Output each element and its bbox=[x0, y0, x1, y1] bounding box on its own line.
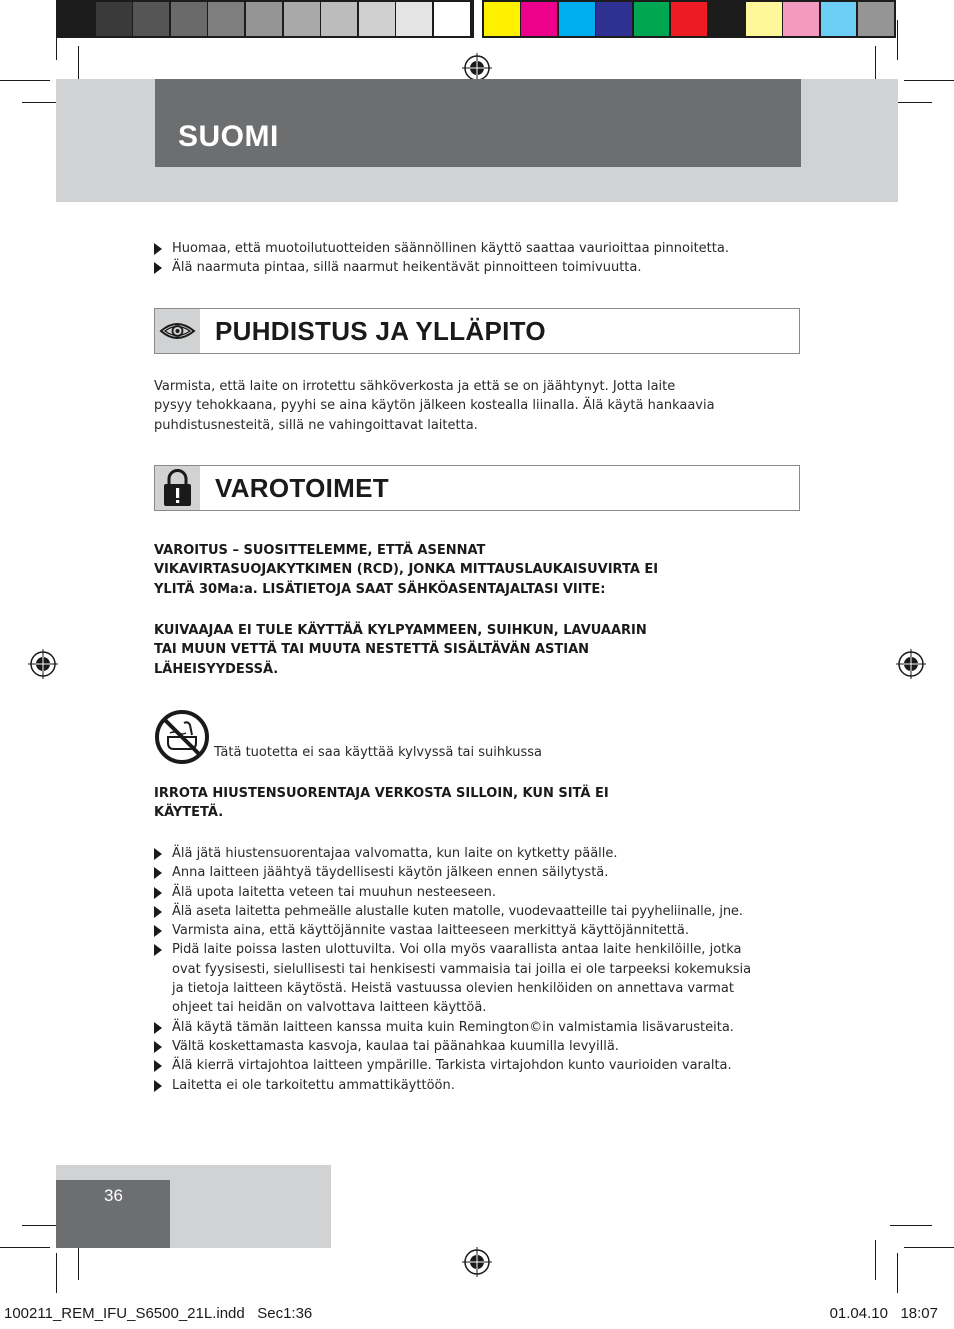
calibration-swatch bbox=[96, 2, 132, 36]
list-item: Pidä laite poissa lasten ulottuvilta. Voi olla myös vaarallista antaa laite henkilöille, jotka ovat fyysisesti, sielullisesti tai henkisesti vammaisia tai joilla ei ole tarpeeksi kokemuksia ja tietoja laitteen käytöstä. Heistä vastuussa olevien henkilöiden on annettava varmat ohjeet tai heidän on valvottava laitteen käyttöä. bbox=[154, 940, 794, 1017]
list-item: Älä jätä hiustensuorentajaa valvomatta, kun laite on kytketty päälle. bbox=[154, 844, 794, 863]
registration-mark-icon bbox=[462, 1247, 492, 1277]
bullet-arrow-icon bbox=[154, 1041, 162, 1053]
calibration-swatch bbox=[246, 2, 282, 36]
intro-bullet-list bbox=[154, 239, 794, 278]
section-title: PUHDISTUS JA YLLÄPITO bbox=[215, 316, 546, 346]
bullet-arrow-icon bbox=[154, 925, 162, 937]
calibration-swatch bbox=[58, 2, 94, 36]
calibration-strip-grays bbox=[56, 0, 474, 38]
no-bath-icon bbox=[154, 709, 210, 765]
bullet-arrow-icon bbox=[154, 848, 162, 860]
bullet-arrow-icon bbox=[154, 944, 162, 956]
list-item: Huomaa, että muotoilutuotteiden säännöllinen käyttö saattaa vaurioittaa pinnoitetta. bbox=[154, 239, 794, 258]
slug-file-info: 100211_REM_IFU_S6500_21L.indd Sec1:36 bbox=[4, 1305, 313, 1322]
calibration-swatch bbox=[746, 2, 782, 36]
eye-icon bbox=[155, 309, 200, 353]
calibration-swatch bbox=[484, 2, 520, 36]
list-item: Älä naarmuta pintaa, sillä naarmut heikentävät pinnoitteen toimivuutta. bbox=[154, 258, 794, 277]
calibration-swatch bbox=[596, 2, 632, 36]
padlock-warning-icon bbox=[155, 466, 200, 510]
list-item: Älä upota laitetta veteen tai muuhun nesteeseen. bbox=[154, 883, 794, 902]
section-icon-cell bbox=[155, 466, 200, 510]
calibration-swatch bbox=[634, 2, 670, 36]
list-item: Älä kierrä virtajohtoa laitteen ympärille. Tarkista virtajohdon kunto vaurioiden varalta. bbox=[154, 1056, 794, 1075]
bullet-arrow-icon bbox=[154, 243, 162, 255]
calibration-swatch bbox=[783, 2, 819, 36]
list-item: Varmista aina, että käyttöjännite vastaa laitteeseen merkittyä käyttöjännitettä. bbox=[154, 921, 794, 940]
bullet-arrow-icon bbox=[154, 1022, 162, 1034]
calibration-swatch bbox=[434, 2, 470, 36]
bullet-arrow-icon bbox=[154, 262, 162, 274]
bullet-arrow-icon bbox=[154, 1060, 162, 1072]
slug-date-time: 01.04.10 18:07 bbox=[829, 1305, 938, 1322]
bullet-arrow-icon bbox=[154, 887, 162, 899]
registration-mark-icon bbox=[896, 649, 926, 679]
calibration-swatch bbox=[284, 2, 320, 36]
calibration-swatch bbox=[396, 2, 432, 36]
section-icon-cell bbox=[155, 309, 200, 353]
section-title: VAROTOIMET bbox=[215, 473, 389, 503]
calibration-swatch bbox=[671, 2, 707, 36]
bullet-arrow-icon bbox=[154, 867, 162, 879]
warning-rcd: VAROITUS – SUOSITTELEMME, ETTÄ ASENNAT VIKAVIRTASUOJAKYTKIMEN (RCD), JONKA MITTAUSLAUKAISUVIRTA EI YLITÄ 30Ma:a. LISÄTIETOJA SAAT SÄHKÖASENTAJALTASI VIITE: bbox=[154, 543, 659, 597]
safety-bullet-list bbox=[154, 844, 794, 1095]
calibration-swatch bbox=[559, 2, 595, 36]
calibration-swatch bbox=[858, 2, 894, 36]
list-item: Anna laitteen jäähtyä täydellisesti käytön jälkeen ennen säilytystä. bbox=[154, 863, 794, 882]
list-item: Vältä koskettamasta kasvoja, kaulaa tai päänahkaa kuumilla levyillä. bbox=[154, 1037, 794, 1056]
calibration-swatch bbox=[321, 2, 357, 36]
calibration-swatch bbox=[708, 2, 744, 36]
bullet-arrow-icon bbox=[154, 1080, 162, 1092]
section-heading-safety bbox=[154, 465, 800, 511]
list-item: Laitetta ei ole tarkoitettu ammattikäyttöön. bbox=[154, 1076, 794, 1095]
registration-mark-icon bbox=[28, 649, 58, 679]
calibration-swatch bbox=[208, 2, 244, 36]
calibration-swatch bbox=[821, 2, 857, 36]
calibration-strip-colors bbox=[482, 0, 896, 38]
page-number: 36 bbox=[104, 1186, 123, 1205]
calibration-swatch bbox=[359, 2, 395, 36]
calibration-swatch bbox=[171, 2, 207, 36]
list-item: Älä aseta laitetta pehmeälle alustalle kuten matolle, vuodevaatteille tai pyyheliinalle, jne. bbox=[154, 902, 794, 921]
list-item: Älä käytä tämän laitteen kanssa muita kuin Remington©in valmistamia lisävarusteita. bbox=[154, 1018, 794, 1037]
page-title: SUOMI bbox=[178, 120, 279, 153]
warning-water: KUIVAAJAA EI TULE KÄYTTÄÄ KYLPYAMMEEN, SUIHKUN, LAVUAARIN TAI MUUN VETTÄ TAI MUUTA NESTETTÄ SISÄLTÄVÄN ASTIAN LÄHEISYYDESSÄ. bbox=[154, 623, 647, 677]
calibration-swatch bbox=[521, 2, 557, 36]
calibration-swatch bbox=[133, 2, 169, 36]
care-paragraph: Varmista, että laite on irrotettu sähköverkosta ja että se on jäähtynyt. Jotta laite pysyy tehokkaana, pyyhi se aina käytön jälkeen kostealla liinalla. Älä käytä hankaavia puhdistusnesteitä, sillä ne vahingoittavat laitetta. bbox=[154, 379, 715, 433]
warning-unplug: IRROTA HIUSTENSUORENTAJA VERKOSTA SILLOIN, KUN SITÄ EI KÄYTETÄ. bbox=[154, 786, 609, 821]
no-bath-caption: Tätä tuotetta ei saa käyttää kylvyssä tai suihkussa bbox=[214, 745, 543, 760]
bullet-arrow-icon bbox=[154, 906, 162, 918]
section-heading-care bbox=[154, 308, 800, 354]
